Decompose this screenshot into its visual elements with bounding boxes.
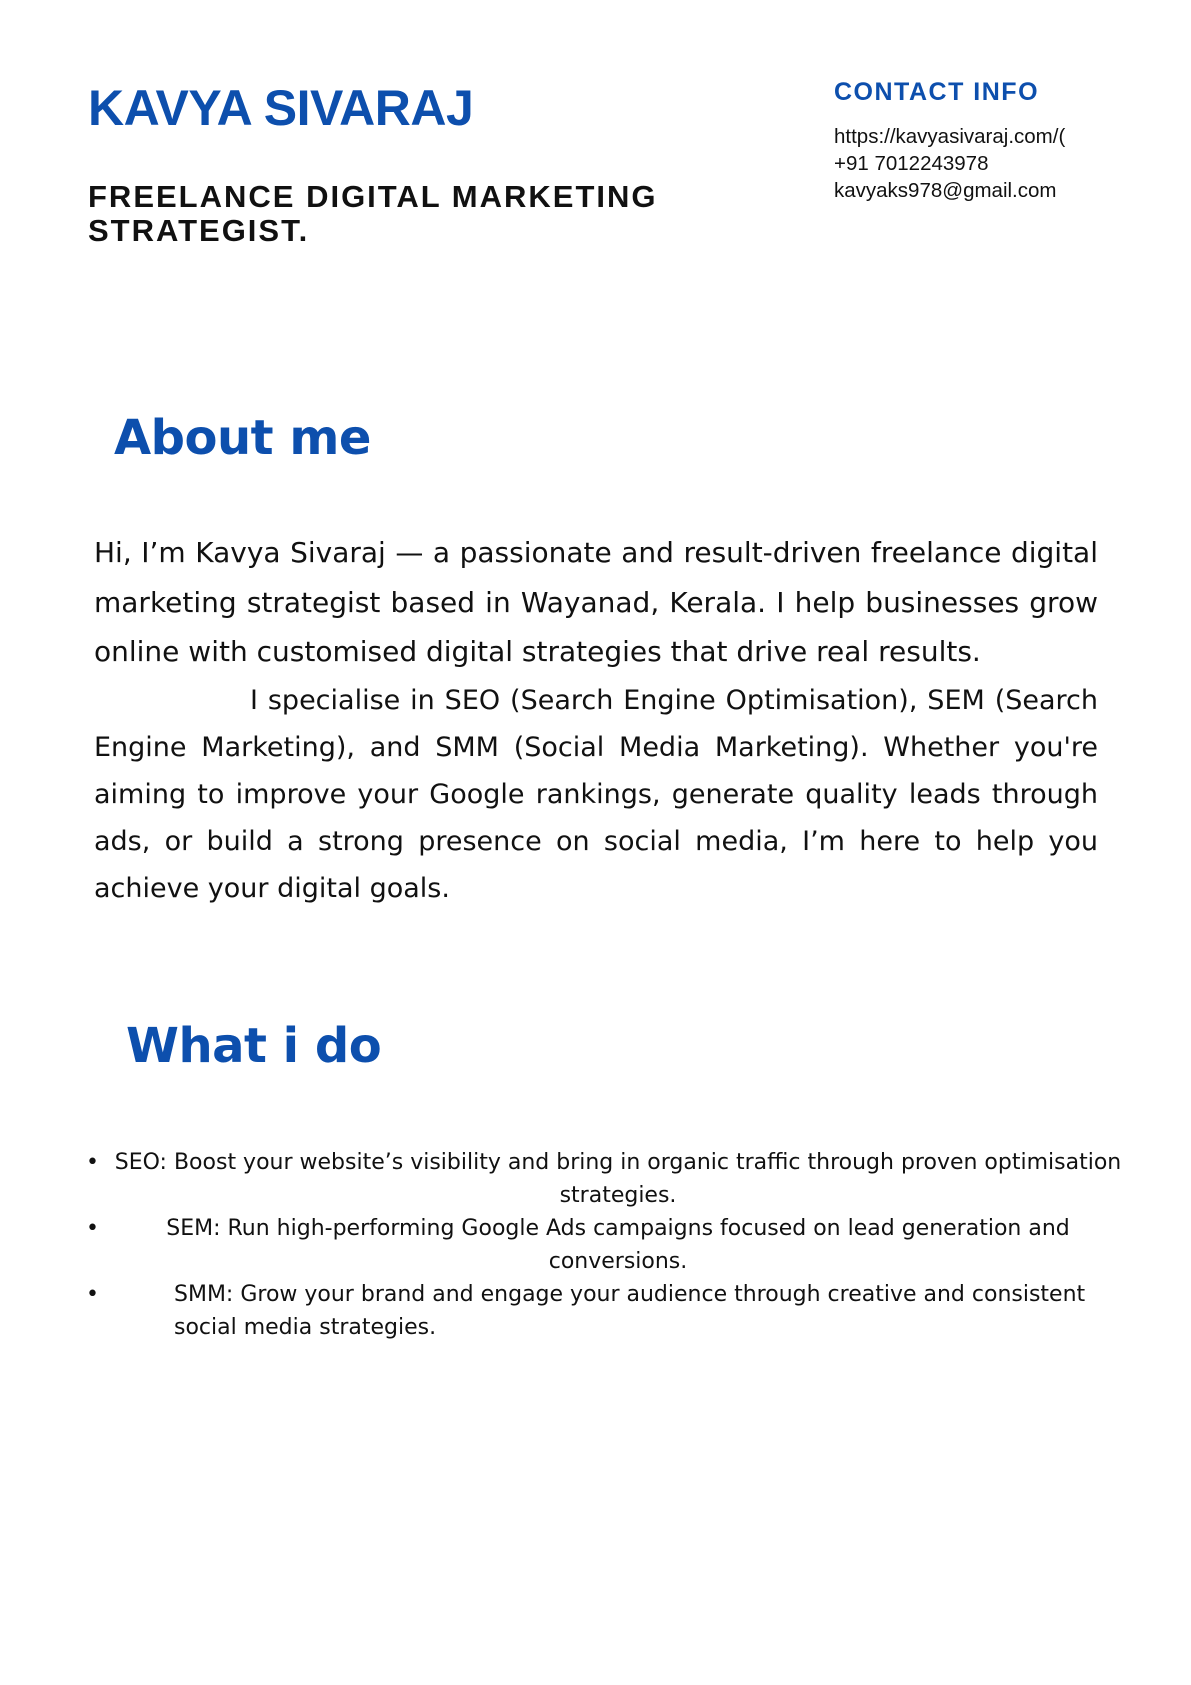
service-seo-text: SEO: Boost your website’s visibility and bring in organic traffic through proven optimisation strategies. (114, 1150, 1122, 1208)
list-item (84, 1146, 1124, 1212)
bullet-icon: • (86, 1282, 99, 1307)
service-sem-text: SEM: Run high-performing Google Ads campaigns focused on lead generation and conversions. (166, 1216, 1070, 1274)
list-item (84, 1278, 1124, 1344)
about-paragraph-1: Hi, I’m Kavya Sivaraj — a passionate and result-driven freelance digital marketing strategist based in Wayanad, Kerala. I help businesses grow online with customised digital strategies that drive real results. (94, 536, 1098, 668)
about-heading: About me (114, 410, 371, 466)
what-i-do-heading: What i do (126, 1018, 382, 1074)
service-smm-text: SMM: Grow your brand and engage your audience through creative and consistent social media strategies. (174, 1282, 1086, 1340)
resume-name: KAVYA SIVARAJ (88, 80, 474, 136)
contact-email[interactable]: kavyaks978@gmail.com (834, 179, 1057, 202)
contact-info-title: CONTACT INFO (834, 78, 1040, 106)
list-item (84, 1212, 1124, 1278)
bullet-icon: • (86, 1150, 99, 1175)
services-list (84, 1146, 1124, 1344)
contact-info-block (834, 77, 1154, 204)
about-body (94, 528, 1098, 912)
contact-phone[interactable]: +91 7012243978 (834, 152, 989, 175)
contact-website[interactable]: https://kavyasivaraj.com/( (834, 125, 1066, 148)
about-paragraph-2: I specialise in SEO (Search Engine Optimisation), SEM (Search Engine Marketing), and SMM (Social Media Marketing). Whether you're aiming to improve your Google rankings, generate quality leads through ads, or build a strong presence on social media, I’m here to help you achieve your digital goals. (94, 684, 1098, 904)
bullet-icon: • (86, 1216, 99, 1241)
resume-role: FREELANCE DIGITAL MARKETING STRATEGIST. (88, 179, 658, 248)
